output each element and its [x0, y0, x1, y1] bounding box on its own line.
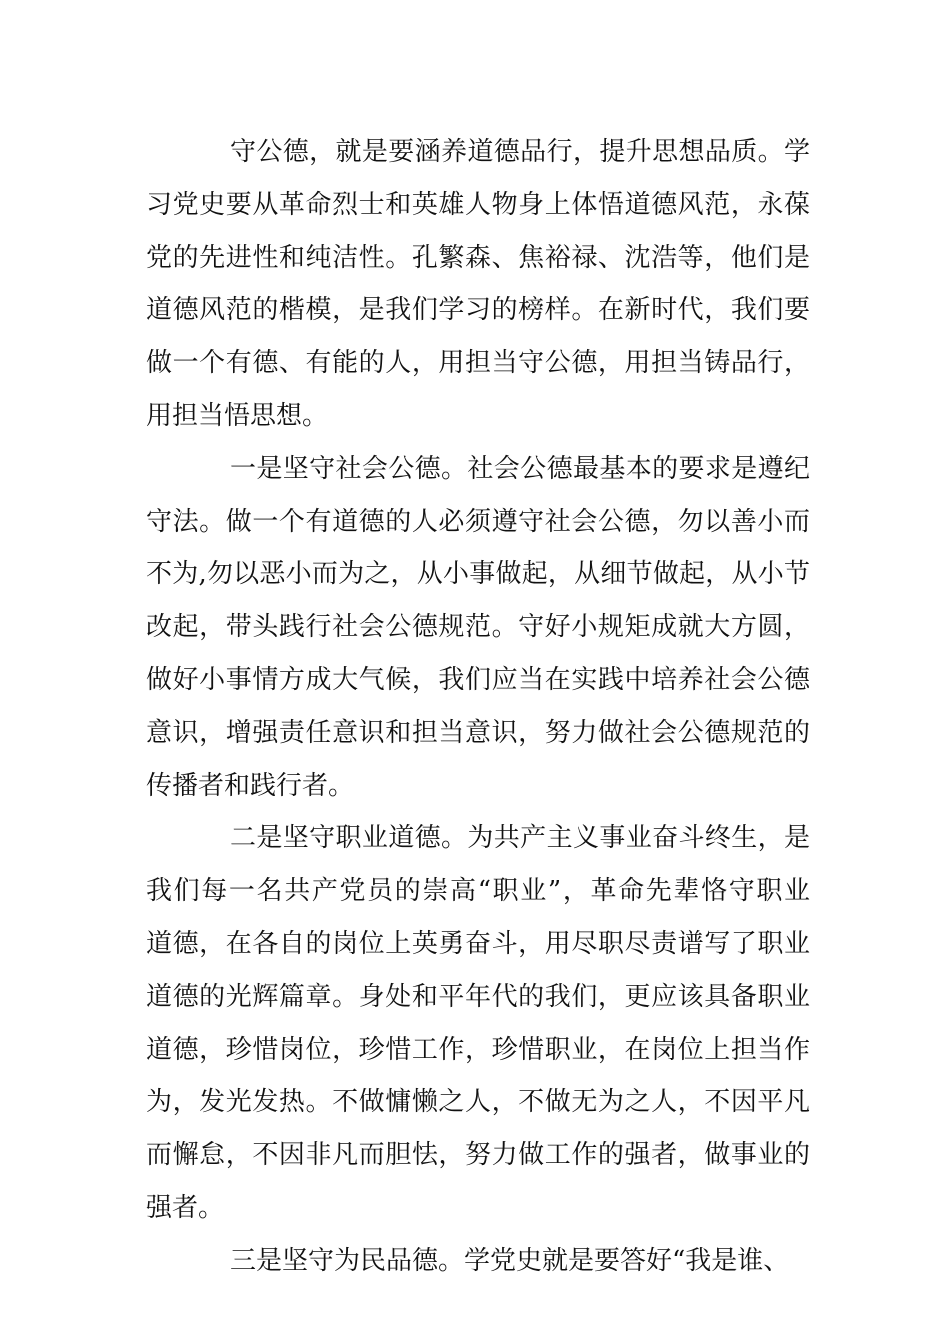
text-line: 道德的光辉篇章。身处和平年代的我们，更应该具备职业 — [146, 981, 810, 1012]
paragraph-professional-ethics — [146, 812, 810, 1234]
text-line: 守法。做一个有道德的人必须遵守社会公德，勿以善小而 — [146, 506, 810, 537]
paragraph-public-morality-intro — [146, 126, 810, 443]
text-line: 道德，珍惜岗位，珍惜工作，珍惜职业，在岗位上担当作 — [146, 1034, 810, 1065]
body-text — [146, 126, 810, 1288]
paragraph-serving-people — [146, 1235, 810, 1288]
text-line: 意识，增强责任意识和担当意识，努力做社会公德规范的 — [146, 717, 810, 748]
text-line: 习党史要从革命烈士和英雄人物身上体悟道德风范，永葆 — [146, 189, 810, 220]
text-line: 三是坚守为民品德。学党史就是要答好“我是谁、 — [230, 1245, 790, 1276]
text-line: 而懈怠，不因非凡而胆怯，努力做工作的强者，做事业的 — [146, 1140, 810, 1171]
text-line: 守公德，就是要涵养道德品行，提升思想品质。学 — [230, 137, 810, 167]
text-line: 一是坚守社会公德。社会公德最基本的要求是遵纪 — [230, 453, 810, 484]
text-line: 用担当悟思想。 — [146, 400, 329, 431]
text-line: 道德风范的楷模，是我们学习的榜样。在新时代，我们要 — [146, 295, 810, 326]
text-line: 强者。 — [146, 1192, 225, 1223]
text-line: 二是坚守职业道德。为共产主义事业奋斗终生，是 — [230, 823, 810, 854]
text-line: 我们每一名共产党员的崇高“职业”，革命先辈恪守职业 — [146, 876, 810, 907]
text-line: 道德，在各自的岗位上英勇奋斗，用尽职尽责谱写了职业 — [146, 928, 810, 959]
text-line: 党的先进性和纯洁性。孔繁森、焦裕禄、沈浩等，他们是 — [146, 242, 810, 273]
text-line: 不为,勿以恶小而为之，从小事做起，从细节做起，从小节 — [146, 559, 810, 590]
paragraph-social-morality — [146, 443, 810, 813]
text-line: 做好小事情方成大气候，我们应当在实践中培养社会公德 — [146, 664, 810, 695]
text-line: 为，发光发热。不做慵懒之人，不做无为之人，不因平凡 — [146, 1087, 810, 1118]
text-line: 做一个有德、有能的人，用担当守公德，用担当铸品行， — [146, 348, 810, 379]
text-line: 传播者和践行者。 — [146, 770, 355, 801]
text-line: 改起，带头践行社会公德规范。守好小规矩成就大方圆， — [146, 612, 810, 643]
